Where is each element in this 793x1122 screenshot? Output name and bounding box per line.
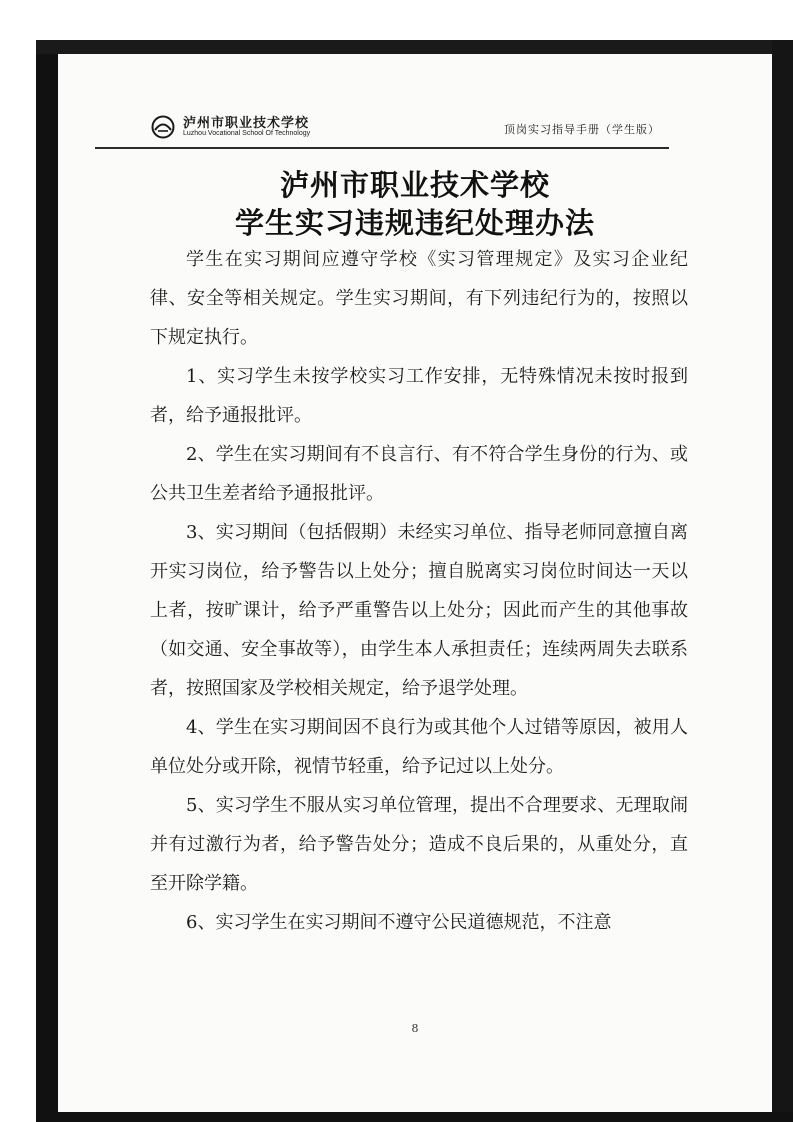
rule-item-1: 1、实习学生未按学校实习工作安排，无特殊情况未按时报到者，给予通报批评。 [150,366,688,426]
rule-item-4: 4、学生在实习期间因不良行为或其他个人过错等原因，被用人单位处分或开除，视情节轻重，给予记过以上处分。 [150,717,688,777]
scan-border-top [36,40,793,54]
page-number: 8 [411,1022,419,1035]
scan-border-left [36,40,58,1122]
header-divider [95,147,669,149]
rule-item-2: 2、学生在实习期间有不良言行、有不符合学生身份的行为、或公共卫生差者给予通报批评。 [150,444,688,504]
document-title-line2: 学生实习违规违纪处理办法 [234,206,595,240]
school-name-cn: 泸州市职业技术学校 [183,116,310,131]
document-body [150,240,688,942]
intro-paragraph: 学生在实习期间应遵守学校《实习管理规定》及实习企业纪律、安全等相关规定。学生实习期间，有下列违纪行为的，按照以下规定执行。 [150,249,688,348]
school-name-en: Luzhou Vocational School Of Technology [183,130,311,137]
rule-item-5: 5、实习学生不服从实习单位管理，提出不合理要求、无理取闹并有过激行为者，给予警告处分；造成不良后果的，从重处分，直至开除学籍。 [150,795,688,894]
scan-border-right [772,40,793,1122]
rule-item-6: 6、实习学生在实习期间不遵守公民道德规范，不注意 [186,912,612,933]
school-emblem-icon [151,115,175,139]
manual-title: 顶岗实习指导手册（学生版） [504,123,660,136]
rule-item-3: 3、实习期间（包括假期）未经实习单位、指导老师同意擅自离开实习岗位，给予警告以上处分；擅自脱离实习岗位时间达一天以上者，按旷课计，给予严重警告以上处分；因此而产生的其他事故（如交通、安全事故等），由学生本人承担责任；连续两周失去联系者，按照国家及学校相关规定，给予退学处理。 [150,522,688,699]
scan-border-bottom [36,1112,793,1122]
page-header [95,105,675,150]
document-title-line1: 泸州市职业技术学校 [279,168,550,202]
